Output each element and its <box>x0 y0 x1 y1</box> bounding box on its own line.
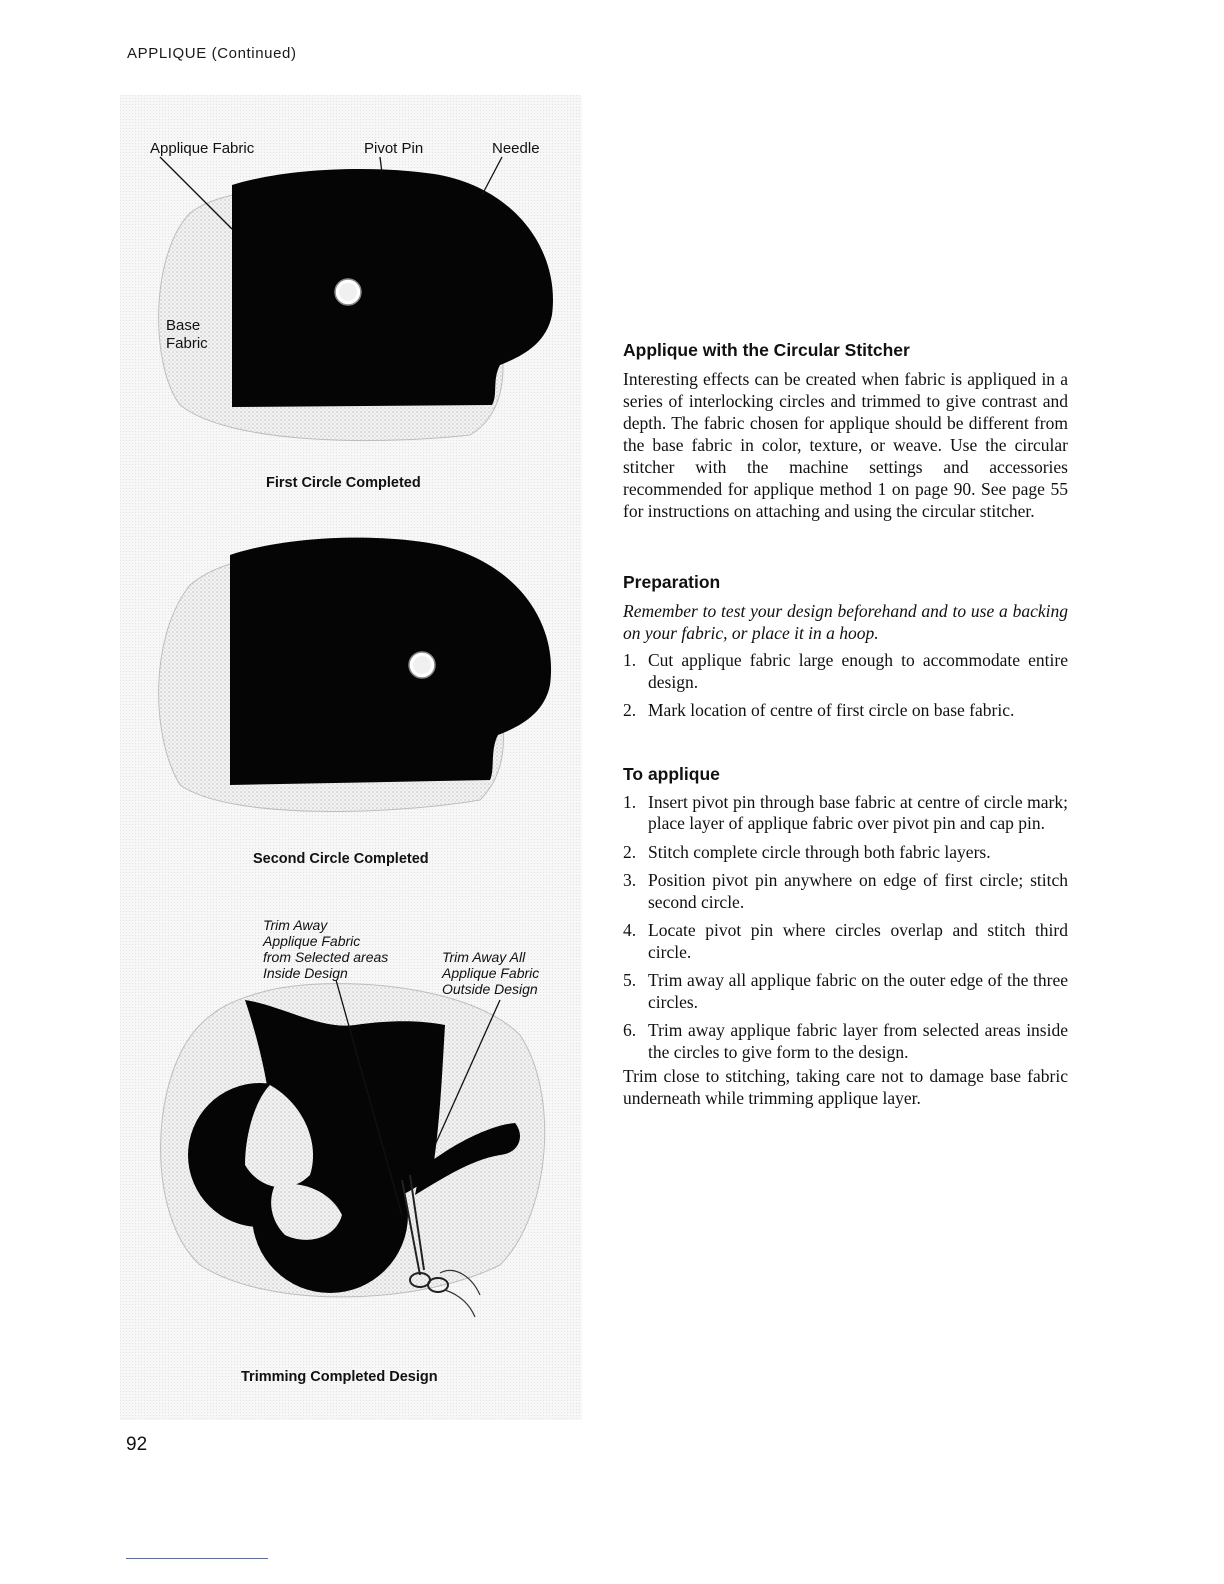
section-circular-stitcher <box>623 340 1068 522</box>
callout-trim-inside-1: Trim Away <box>263 917 328 933</box>
list-item: 4. Locate pivot pin where circles overlap and stitch third circle. <box>623 920 1068 962</box>
closing-note: Trim close to stitching, taking care not to damage base fabric underneath while trimming applique layer. <box>623 1066 1068 1108</box>
figure-second-circle <box>159 538 551 812</box>
text-column <box>623 340 1068 1109</box>
callout-trim-outside-3: Outside Design <box>442 981 538 997</box>
caption-trimming-completed: Trimming Completed Design <box>241 1369 438 1385</box>
list-item: 3. Position pivot pin anywhere on edge of first circle; stitch second circle. <box>623 870 1068 912</box>
preparation-note: Remember to test your design beforehand and to use a backing on your fabric, or place it in a hoop. <box>623 601 1068 643</box>
callout-needle: Needle <box>492 140 540 157</box>
list-item: 1. Cut applique fabric large enough to accommodate entire design. <box>623 650 1068 692</box>
heading-circular-stitcher: Applique with the Circular Stitcher <box>623 340 910 360</box>
page-number: 92 <box>126 1434 148 1455</box>
caption-second-circle: Second Circle Completed <box>253 851 429 867</box>
pivot-pin-cap-1 <box>339 283 357 301</box>
list-item: 6. Trim away applique fabric layer from selected areas inside the circles to give form to the design. <box>623 1020 1068 1062</box>
callout-trim-outside-1: Trim Away All <box>442 949 526 965</box>
callout-trim-inside-2: Applique Fabric <box>263 933 361 949</box>
applique-steps <box>623 792 1068 1064</box>
footer-rule <box>126 1558 268 1559</box>
figure-first-circle <box>159 157 553 441</box>
list-item: 5. Trim away all applique fabric on the outer edge of the three circles. <box>623 970 1068 1012</box>
heading-preparation: Preparation <box>623 572 721 592</box>
callout-trim-outside-2: Applique Fabric <box>442 965 540 981</box>
running-head: APPLIQUE (Continued) <box>127 45 297 62</box>
callout-trim-inside-4: Inside Design <box>263 965 348 981</box>
callout-applique-fabric: Applique Fabric <box>150 140 255 157</box>
caption-first-circle: First Circle Completed <box>266 475 421 491</box>
callout-fabric: Fabric <box>166 335 208 352</box>
preparation-steps <box>623 650 1068 722</box>
callout-pivot-pin: Pivot Pin <box>364 140 424 157</box>
heading-to-applique: To applique <box>623 763 720 784</box>
applique-illustration <box>120 95 582 1420</box>
figure-trimming <box>161 980 545 1317</box>
section-preparation <box>623 572 1068 722</box>
body-circular-stitcher: Interesting effects can be created when fabric is appliqued in a series of interlocking circles and trimmed to give contrast and depth. The fabric chosen for applique should be different from the base fabric in color, texture, or weave. Use the circular stitcher with the machine settings and accessories recommended for applique method 1 on page 90. See page 55 for instructions on attaching and using the circular stitcher. <box>623 369 1068 521</box>
section-to-applique <box>623 764 1068 1110</box>
list-item: 2. Stitch complete circle through both fabric layers. <box>623 841 991 862</box>
list-item: 1. Insert pivot pin through base fabric at centre of circle mark; place layer of applique fabric over pivot pin and cap pin. <box>623 791 1068 833</box>
list-item: 2. Mark location of centre of first circle on base fabric. <box>623 700 1015 720</box>
callout-trim-inside-3: from Selected areas <box>263 949 389 965</box>
callout-base: Base <box>166 317 201 334</box>
pivot-pin-cap-2 <box>413 656 431 674</box>
illustration-drawing <box>120 95 582 1420</box>
